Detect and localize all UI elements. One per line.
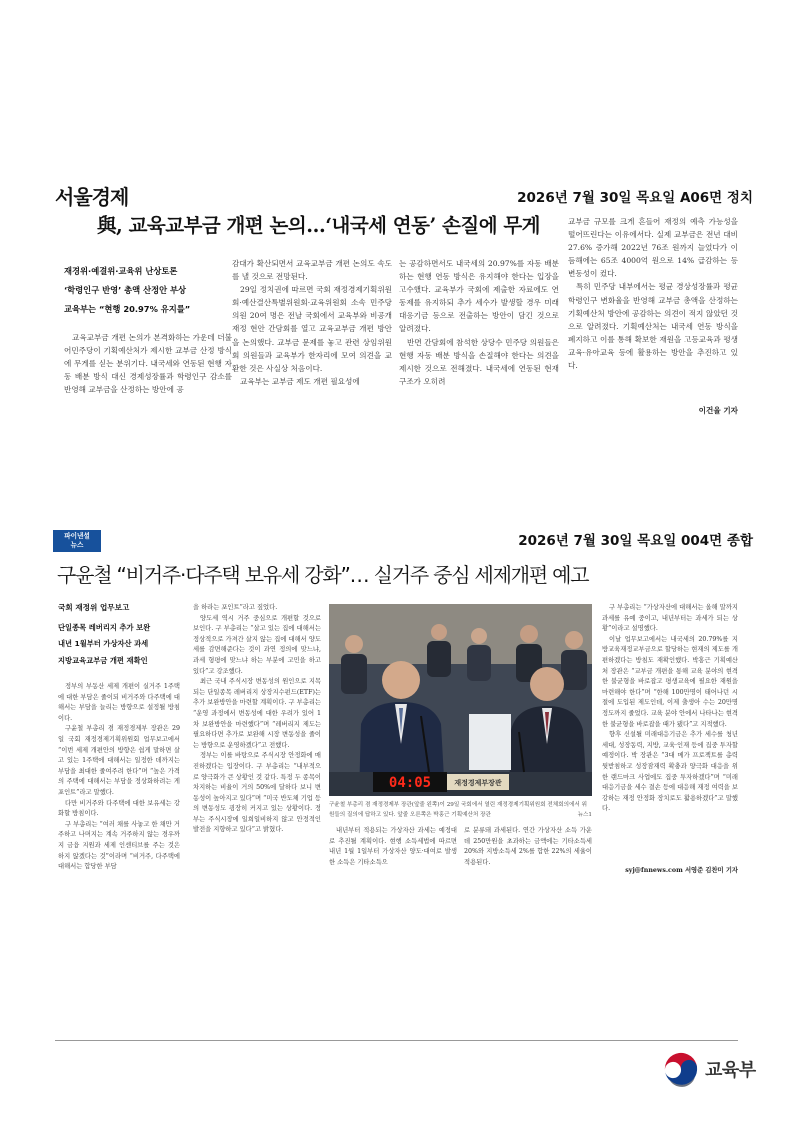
paragraph: 교부금 규모를 크게 흔들어 재정의 예측 가능성을 떨어뜨린다는 이유에서다. 실제 교부금은 전년 대비 27.6% 증가해 2022년 76조 원까지 늘었다가 이듬해에는 65조 4000억 원으로 14% 급감하는 등 변동성이 컸다. (568, 217, 738, 279)
dateline: 2026년 7월 30일 목요일 004면 종합 (518, 533, 753, 549)
logo-line: 뉴스 (70, 541, 84, 549)
footer-divider (55, 1040, 738, 1041)
subheadline-block (58, 600, 180, 669)
article-column (464, 826, 592, 878)
paragraph: 정부의 부동산 세제 개편이 실거주 1주택에 대한 부담은 줄이되 비거주와 다주택에 대해서는 부담을 늘리는 방향으로 설정될 방침이다. (58, 683, 180, 722)
session-clock: 04:05 (388, 775, 432, 791)
paragraph: 이날 업무보고에서는 내국세의 20.79%를 지방교육재정교부금으로 할당하는 현재의 제도를 개편하겠다는 방침도 재확인했다. 박홍근 기획예산처 장관은 “교부금 개편을 통해 교육 분야의 현격한 불균형을 바로잡고 평생교육에 필요한 재원을 마련해야 한다”며 “한해 100만명이 태어나던 시절에 도입된 제도인데, 이제 출생아 수는 20만명 정도까지 줄었다. 교육 분야 안에서 나타나는 현격한 불균형을 바로잡을 때가 됐다”고 지적했다. (602, 635, 738, 728)
subheadline: 재경위·예결위·교육위 난상토론 (64, 266, 178, 276)
paragraph: 향후 신설될 미래대응기금은 추가 세수를 청년세대, 성장동력, 지방, 교육·인재 등에 집중 투자할 예정이다. 박 장관은 “3대 메가 프로젝트를 총력 뒷받침하고 성장잠재력 확충과 양극화 대응을 위한 랜드마크 사업에도 집중 투자하겠다”며 “미래대응기금을 세수 결손 등에 대응해 재정 여력을 보강하는 재정 안정화 장치로도 활용하겠다”고 말했다. (602, 731, 738, 813)
byline: 이건율 기자 (698, 406, 738, 415)
article-column (58, 682, 180, 878)
paragraph: 교육교부금 개편 논의가 본격화하는 가운데 더불어민주당이 기획예산처가 제시한 교부금 산정 방식에 무게를 싣는 분위기다. 내국세와 연동된 현행 자동 배분 방식 대신 경제성장률과 학령인구 감소를 반영해 교부금을 산정하는 방안에 공 (64, 333, 232, 395)
caption-text: 구윤철 부총리 겸 재정경제부 장관(앞줄 왼쪽)이 29일 국회에서 열린 재정경제기획위원회 전체회의에서 위원들의 질의에 답하고 있다. 앞줄 오른쪽은 박홍근 기획예산처 장관 (329, 802, 587, 818)
article-column (232, 257, 392, 417)
paragraph: 특히 민주당 내부에서는 평균 경상성장률과 평균 학령인구 변화율을 반영해 교부금 총액을 산정하는 기획예산처 방안에 공감하는 의견이 적지 않았던 것으로 알려졌다. 기획예산처는 내국세 연동 방식을 폐지하고 이를 통해 확보한 재원을 고등교육과 평생교육·유아교육 등에 활용하는 방안을 추진하고 있다. (568, 282, 738, 371)
news-photo (329, 604, 592, 796)
photo-credit: 뉴스1 (577, 812, 592, 818)
paragraph: 정부는 이를 바탕으로 주식시장 안정화에 매진하겠다는 입장이다. 구 부총리는 “내부적으로 양극화가 큰 상황인 것 같다. 특정 두 종목이 차지하는 비율이 거의 50%에 달하다 보니 변동성이 높아지고 있다”며 “미국 반도체 기업 등의 변동성도 굉장히 커지고 있는 상황이다. 정부는 주식시장에 일희일비하지 않고 안정적인 발전을 지향하고 있다”고 밝혔다. (193, 752, 321, 834)
paragraph: 29일 정치권에 따르면 국회 재정경제기획위원회·예산결산특별위원회·교육위원회 소속 민주당 의원 20여 명은 전날 국회에서 교육부와 비공개 재정 현안 간담회를 열고 교육교부금 개편 방안을 논의했다. 교부금 문제를 놓고 관련 상임위원회 의원들과 교육부가 한자리에 모여 의견을 교환한 것은 사실상 처음이다. (232, 285, 392, 373)
article-column (602, 603, 738, 865)
subheadline-kicker: 국회 재정위 업무보고 (58, 603, 130, 612)
byline: syj@fnnews.com 서영준 김찬미 기자 (625, 867, 738, 874)
paragraph: 구 부총리는 “여러 채를 사놓고 한 채만 거주하고 나머지는 계속 거주하지 않는 경우까지 금융 지원과 세제 인센티브를 주는 것은 하지 않겠다는 것”이라며 “비거주, 다주택에 대해서는 합당한 부담 (58, 820, 180, 871)
paragraph: 다만 비거주와 다주택에 대한 보유세는 강화할 방침이다. (58, 799, 180, 818)
paragraph: 을 하라는 포인트”라고 짚었다. (193, 604, 278, 611)
subheadline: 지방교육교부금 개편 재확인 (58, 655, 148, 665)
financial-news-logo (53, 530, 101, 552)
paragraph: 반면 간담회에 참석한 상당수 민주당 의원들은 현행 자동 배분 방식을 손질해야 한다는 의견을 제시한 것으로 전해졌다. 내국세에 연동된 현재 구조가 오히려 (399, 337, 559, 386)
subheadline: 교육부는 “현행 20.97% 유지를” (64, 304, 191, 314)
paragraph: 로 분류돼 과세된다. 연간 가상자산 소득 가운데 250만원을 초과하는 금액에는 기타소득세 20%와 지방소득세 2%를 합한 22%의 세율이 적용된다. (464, 827, 592, 866)
headline: 與, 교육교부금 개편 논의…‘내국세 연동’ 손질에 무게 (97, 214, 541, 237)
subheadline: 내년 1월부터 가상자산 과세 (58, 639, 149, 648)
photo-caption (329, 800, 592, 820)
hearing-photo-illustration (329, 604, 592, 796)
paragraph: 최근 국내 주식시장 변동성의 원인으로 지목되는 단일종목 레버리지 상장지수펀드(ETF)는 추가 보완방안을 마련할 계획이다. 구 부총리는 “운영 과정에서 변동성에 대한 우려가 있어 1차 보완방안을 마련했다”며 “레버리지 제도는 필요하다면 추가로 보완해 시장 변동성을 줄이는 방향으로 운영하겠다”고 전했다. (193, 678, 321, 749)
paragraph: 내년부터 적용되는 가상자산 과세는 예정대로 추진될 계획이다. 현행 소득세법에 따르면 내년 1월 1일부터 가상자산 양도·대여로 발생한 소득은 기타소득으 (329, 827, 457, 866)
subheadline: 단일종목 레버리지 추가 보완 (58, 622, 151, 632)
paragraph: 구윤철 부총리 겸 재정경제부 장관은 29일 국회 재정경제기획위원회 업무보고에서 “이번 세제 개편안의 방향은 쉽게 말하면 살고 있는 1주택에 대해서는 일정한 데까지는 부담을 최대한 줄여주려 한다”며 “높은 가격의 주택에 대해서는 부담을 정상화하려는 게 포인트”라고 말했다. (58, 725, 180, 796)
paragraph: 구 부총리는 “가상자산에 대해서는 올해 말까지 과세를 유예 중이고, 내년부터는 과세가 되는 상황”이라고 설명했다. (602, 604, 738, 633)
paragraph: 감대가 확산되면서 교육교부금 개편 논의도 속도를 낼 것으로 전망된다. (232, 259, 392, 282)
subheadline-block (64, 262, 232, 319)
article-column (399, 257, 559, 417)
dateline: 2026년 7월 30일 목요일 A06면 정치 (517, 190, 753, 206)
ministry-name: 교육부 (705, 1060, 756, 1081)
logo-line: 파이낸셜 (64, 532, 90, 540)
headline: 구윤철 “비거주·다주택 보유세 강화”… 실거주 중심 세제개편 예고 (57, 563, 589, 587)
taegeuk-icon (661, 1049, 701, 1089)
publication-name: 서울경제 (55, 185, 129, 209)
article-column (329, 826, 457, 878)
paragraph: 는 공감하면서도 내국세의 20.97%를 자동 배분하는 현행 연동 방식은 유지해야 한다는 입장을 고수했다. 교육부가 국회에 제출한 자료에도 연동제를 유지하되 추가 세수가 발생할 경우 미래대응기금 등으로 전출하는 방안이 담긴 것으로 알려졌다. (399, 259, 559, 334)
article-column (568, 215, 738, 412)
subheadline: ‘학령인구 반영’ 총액 산정안 부상 (64, 285, 187, 295)
article-column (64, 331, 232, 411)
nameplate: 재정경제부장관 (454, 779, 502, 787)
paragraph: 교육부는 교부금 제도 개편 필요성에 (240, 376, 360, 386)
paragraph: 양도세 역시 거주 중심으로 개편할 것으로 보인다. 구 부총리는 “살고 있는 집에 대해서는 정상적으로 가져간 살지 않는 집에 대해서 양도세를 감면해준다는 것이 과연 정의에 맞느냐, 과세 형평에 맞느냐 하는 부분에 고민을 하고 있다”고 강조했다. (193, 614, 321, 675)
article-column (193, 603, 321, 879)
